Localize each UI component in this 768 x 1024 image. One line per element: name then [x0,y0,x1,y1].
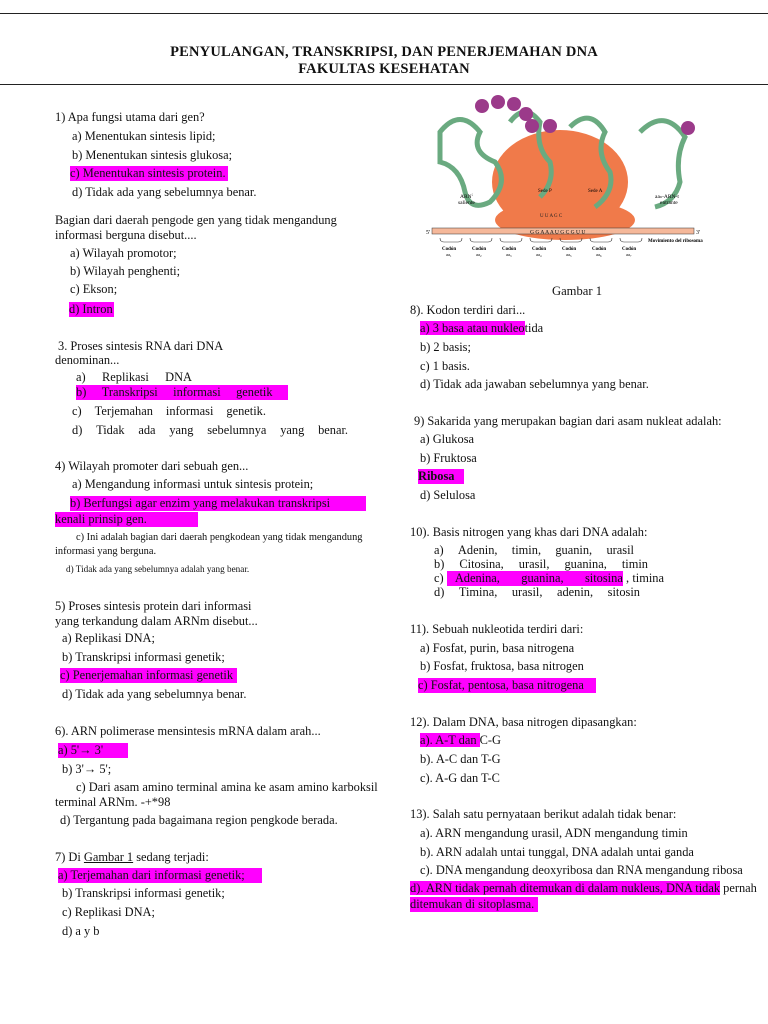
q5-stem-1: 5) Proses sintesis protein dari informasi [55,599,252,613]
q7-option-b[interactable]: b) Transkripsi informasi genetik; [62,886,225,900]
trna-left [440,120,501,206]
q4-option-c-2: informasi yang berguna. [55,546,157,557]
codon-label: Codón [442,247,457,252]
q3-option-b[interactable]: b) Transkripsi informasi genetik [76,385,288,400]
q7-stem: 7) Di Gambar 1 sedang terjadi: [55,850,209,864]
q8-option-d[interactable]: d) Tidak ada jawaban sebelumnya yang benar. [420,377,649,391]
anticodon-sequence: U U A G C [540,214,563,219]
codon-amino-label: aa₇ [626,252,632,257]
q13-option-b[interactable]: b). ARN adalah untai tunggal, DNA adalah untai ganda [420,845,694,859]
amino-acid [519,107,533,121]
amino-acid [525,119,539,133]
q11-stem: 11). Sebuah nukleotida terdiri dari: [410,622,584,636]
q10-stem: 10). Basis nitrogen yang khas dari DNA adalah: [410,525,648,539]
codon-amino-label: aa₃ [506,252,512,257]
codon-label: Codón [592,247,607,252]
q5-option-b[interactable]: b) Transkripsi informasi genetik; [62,650,225,664]
q6-option-d[interactable]: d) Tergantung pada bagaimana region pengkode berada. [60,813,338,827]
q10-option-b[interactable]: b) Citosina, urasil, guanina, timin [434,557,648,571]
q3-option-c[interactable]: c) Terjemahan informasi genetik. [72,404,266,418]
label-site-p: Sede P [538,189,552,194]
q13-option-d-1[interactable]: d). ARN tidak pernah ditemukan di dalam nukleus, DNA tidak pernah [410,881,757,895]
page-subtitle: FAKULTAS KESEHATAN [298,61,470,77]
codon-bracket [500,238,522,242]
q13-option-d-2[interactable]: ditemukan di sitoplasma. [410,897,538,912]
codon-label: Codón [502,247,517,252]
q4-option-d[interactable]: d) Tidak ada yang sebelumnya adalah yang benar. [66,564,250,574]
q3-option-d[interactable]: d) Tidak ada yang sebelumnya yang benar. [72,423,348,437]
q12-stem: 12). Dalam DNA, basa nitrogen dipasangkan: [410,715,637,729]
q13-stem: 13). Salah satu pernyataan berikut adalah tidak benar: [410,807,677,821]
codon-amino-label: aa₄ [536,252,542,257]
codon-label: Codón [532,247,547,252]
codon-label: Codón [622,247,637,252]
q8-stem: 8). Kodon terdiri dari... [410,303,526,317]
codon-amino-label: aa₂ [476,252,482,257]
label-five-prime: 5' [426,230,431,236]
q8-option-b[interactable]: b) 2 basis; [420,340,471,354]
label-trna-entry-2: entrante [660,200,678,206]
codon-bracket [470,238,492,242]
q4-option-b-1[interactable]: b) Berfungsi agar enzim yang melakukan transkripsi [70,496,366,511]
q5-option-d[interactable]: d) Tidak ada yang sebelumnya benar. [62,687,247,701]
amino-acid [475,99,489,113]
label-three-prime: 3' [696,230,701,236]
q4-option-b-2[interactable]: kenali prinsip gen. [55,512,198,527]
amino-acid-incoming [681,121,695,135]
label-trna-exit-2: saliente [458,200,475,206]
figure-reference-link[interactable]: Gambar 1 [83,850,134,864]
q1-option-a[interactable]: a) Menentukan sintesis lipid; [72,129,216,143]
q5-stem-2: yang terkandung dalam ARNm disebut... [55,614,258,628]
codon-amino-label: aa₁ [446,252,452,257]
top-rule [0,13,768,14]
label-site-a: Sede A [588,189,603,194]
q13-option-a[interactable]: a). ARN mengandung urasil, ADN mengandung timin [420,826,688,840]
page-title: PENYULANGAN, TRANSKRIPSI, DAN PENERJEMAHAN DNA [170,44,598,60]
q5-option-c[interactable]: c) Penerjemahan informasi genetik [60,668,237,683]
codon-bracket [440,238,462,242]
q10-option-a[interactable]: a) Adenin, timin, guanin, urasil [434,543,634,557]
header-rule [0,84,768,85]
q10-option-d[interactable]: d) Timina, urasil, adenin, sitosin [434,585,640,599]
amino-acid [491,95,505,109]
q3-option-a[interactable]: a) Replikasi DNA [76,370,192,384]
q5-option-a[interactable]: a) Replikasi DNA; [62,631,155,645]
q4-stem: 4) Wilayah promoter dari sebuah gen... [55,459,249,473]
amino-acid [543,119,557,133]
q12-option-a[interactable]: a). A-T dan C-G [420,733,501,747]
q9-option-c[interactable]: Ribosa [418,469,464,484]
q11-option-c[interactable]: c) Fosfat, pentosa, basa nitrogena [418,678,596,693]
q7-option-a[interactable]: a) Terjemahan dari informasi genetik; [58,868,262,883]
q1-option-b[interactable]: b) Menentukan sintesis glukosa; [72,148,233,162]
ribosome-diagram [420,92,710,282]
q1-stem: 1) Apa fungsi utama dari gen? [55,110,205,124]
q2-option-b[interactable]: b) Wilayah penghenti; [70,264,181,278]
q12-option-c[interactable]: c). A-G dan T-C [420,771,500,785]
q9-option-a[interactable]: a) Glukosa [420,432,475,446]
mrna-sequence: G G A A A U G C G U U [530,229,586,236]
q1-option-c[interactable]: c) Menentukan sintesis protein. [70,166,226,180]
label-trna-exit: ARNⁱ [460,194,473,200]
q1-option-d[interactable]: d) Tidak ada yang sebelumnya benar. [72,185,257,199]
q6-option-b[interactable]: b) 3'→ 5'; [62,762,112,776]
q13-option-c[interactable]: c). DNA mengandung deoxyribosa dan RNA mengandung ribosa [420,863,743,877]
codon-label: Codón [562,247,577,252]
codon-bracket [620,238,642,242]
figure-caption: Gambar 1 [552,284,603,298]
q4-option-c-1[interactable]: c) Ini adalah bagian dari daerah pengkodean yang tidak mengandung [76,532,363,543]
q11-option-b[interactable]: b) Fosfat, fruktosa, basa nitrogen [420,659,584,673]
q7-option-d[interactable]: d) a y b [62,924,100,938]
q6-option-a[interactable]: a) 5'→ 3' [58,743,128,758]
q11-option-a[interactable]: a) Fosfat, purin, basa nitrogena [420,641,575,655]
q6-option-c-1[interactable]: c) Dari asam amino terminal amina ke asam amino karboksil [76,780,378,794]
q2-stem-2: informasi berguna disebut.... [55,228,197,242]
q4-option-a[interactable]: a) Mengandung informasi untuk sintesis protein; [72,477,314,491]
q7-option-c[interactable]: c) Replikasi DNA; [62,905,155,919]
q9-stem: 9) Sakarida yang merupakan bagian dari asam nukleat adalah: [414,414,722,428]
label-trna-entry: aaₙ-ARN-t [655,194,679,200]
codon-bracket [590,238,612,242]
amino-acid [507,97,521,111]
q2-option-c[interactable]: c) Ekson; [70,282,118,296]
q2-stem-1: Bagian dari daerah pengode gen yang tidak mengandung [55,213,337,227]
q2-option-d[interactable]: d) Intron [69,302,113,316]
q9-option-d[interactable]: d) Selulosa [420,488,476,502]
q12-option-b[interactable]: b). A-C dan T-G [420,752,501,766]
q3-stem-2: denominan... [55,353,120,367]
q6-stem: 6). ARN polimerase mensintesis mRNA dalam arah... [55,724,321,738]
label-ribosome-movement: Movimiento del ribosoma [648,239,703,244]
q8-option-c[interactable]: c) 1 basis. [420,359,470,373]
codon-labels [440,238,642,257]
q10-option-c[interactable]: c) Adenina, guanina, sitosina , timina [434,571,664,585]
q8-option-a[interactable]: a) 3 basa atau nukleotida [420,321,544,335]
codon-amino-label: aa₆ [596,252,602,257]
q3-stem-1: 3. Proses sintesis RNA dari DNA [58,339,224,353]
q2-option-a[interactable]: a) Wilayah promotor; [70,246,177,260]
codon-label: Codón [472,247,487,252]
q9-option-b[interactable]: b) Fruktosa [420,451,477,465]
codon-amino-label: aa₅ [566,252,572,257]
q6-option-c-2: terminal ARNm. -+*98 [55,795,171,809]
